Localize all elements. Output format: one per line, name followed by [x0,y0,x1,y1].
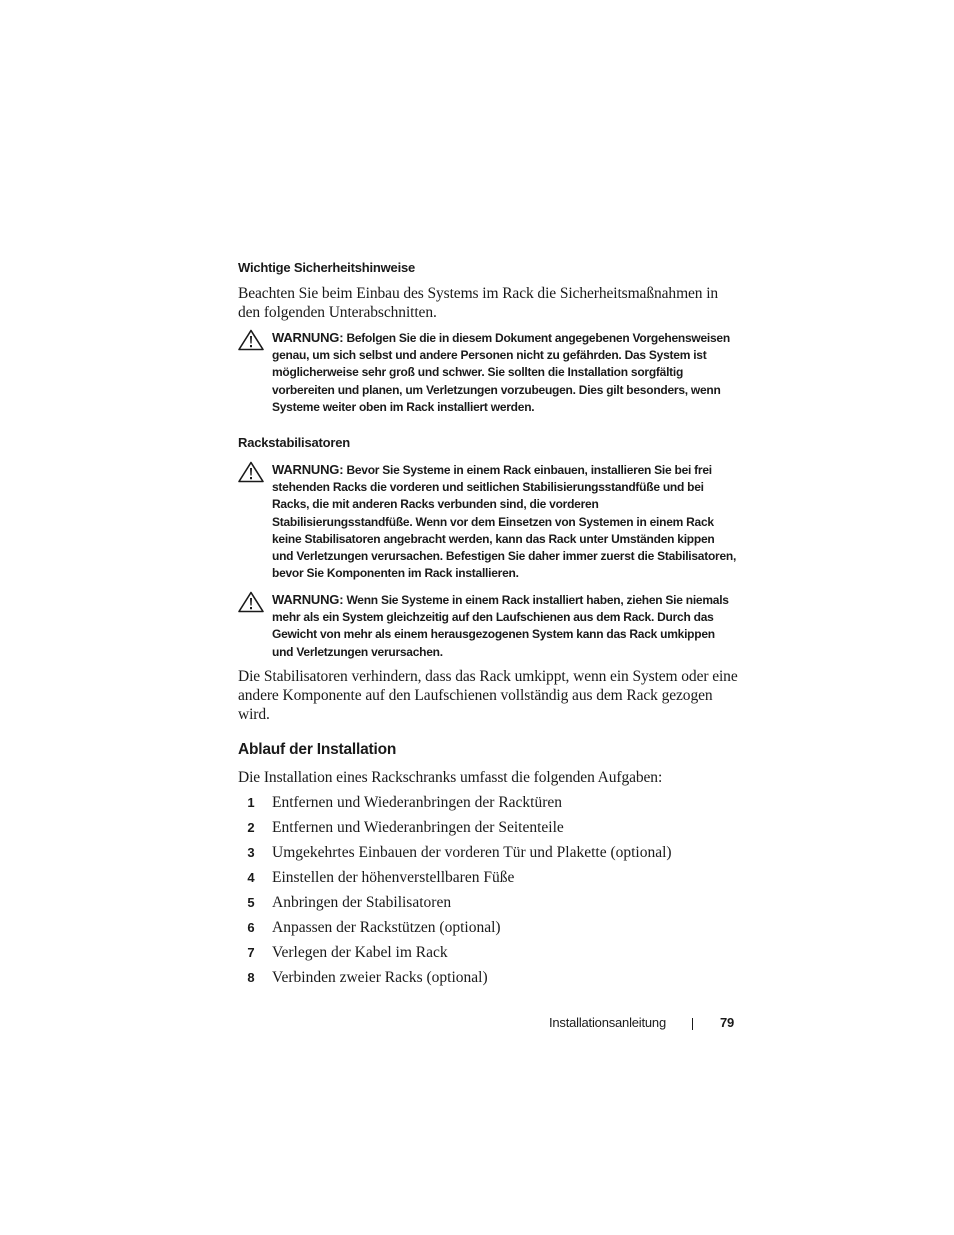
warning-block-2 [238,461,738,582]
section-heading-safety: Wichtige Sicherheitshinweise [238,260,416,275]
installation-steps-list [238,790,758,990]
list-item [238,965,758,990]
step-text: Verlegen der Kabel im Rack [272,944,448,961]
list-item [238,790,758,815]
list-item [238,840,758,865]
installation-intro-paragraph: Die Installation eines Rackschranks umfasst die folgenden Aufgaben: [238,769,663,786]
step-text: Entfernen und Wiederanbringen der Racktüren [272,794,563,811]
list-item [238,940,758,965]
warning-text-3: Wenn Sie Systeme in einem Rack installiert haben, ziehen Sie niemals mehr als ein System gleichzeitig auf den Laufschienen aus dem Rack. Durch das Gewicht von mehr als einem herausgezogenen System kann das Rack umkippen und Verletzungen verursachen. [272,593,729,659]
warning-block-1 [238,329,738,416]
safety-intro-paragraph: Beachten Sie beim Einbau des Systems im Rack die Sicherheitsmaßnahmen in den folgenden Unterabschnitten. [238,285,719,321]
step-number: 8 [247,970,255,985]
warning-triangle-icon [238,461,264,483]
warning-text-1: Befolgen Sie die in diesem Dokument angegebenen Vorgehensweisen genau, um sich selbst und andere Personen nicht zu gefährden. Das System ist möglicherweise sehr groß und schwer. Sie sollten die Installation sorgfältig vorbereiten und planen, um Verletzungen vorzubeugen. Dies gilt besonders, wenn Systeme weiter oben im Rack installiert werden. [272,331,730,414]
warning-text-2: Bevor Sie Systeme in einem Rack einbauen, installieren Sie bei frei stehenden Racks die vorderen und seitlichen Stabilisierungsstandfüße und bei Racks, die mit anderen Racks verbunden sind, die vorderen Stabilisierungsstandfüße. Wenn vor dem Einsetzen von Systemen in einem Rack keine Stabilisatoren angebracht werden, kann das Rack unter Umständen kippen und Verletzungen verursachen. Befestigen Sie daher immer zuerst die Stabilisatoren, bevor Sie Komponenten im Rack installieren. [272,463,737,581]
step-text: Anpassen der Rackstützen (optional) [272,919,501,936]
footer-divider [692,1018,693,1030]
step-text: Verbinden zweier Racks (optional) [272,969,488,986]
step-text: Entfernen und Wiederanbringen der Seitenteile [272,819,564,836]
step-text: Anbringen der Stabilisatoren [272,894,452,911]
step-number: 4 [247,870,255,885]
stabilizers-paragraph: Die Stabilisatoren verhindern, dass das Rack umkippt, wenn ein System oder eine andere Komponente auf den Laufschienen vollständig aus dem Rack gezogen wird. [238,668,738,723]
section-heading-stabilizers: Rackstabilisatoren [238,435,351,450]
warning-label: WARNUNG: [272,462,344,477]
list-item [238,865,758,890]
section-heading-installation: Ablauf der Installation [238,741,397,758]
warning-label: WARNUNG: [272,330,344,345]
warning-triangle-icon [238,329,264,351]
step-number: 3 [247,845,255,860]
step-number: 2 [247,820,255,835]
warning-block-3 [238,591,738,661]
list-item [238,815,758,840]
warning-label: WARNUNG: [272,592,344,607]
step-text: Einstellen der höhenverstellbaren Füße [272,869,515,886]
list-item [238,915,758,940]
step-number: 7 [247,945,255,960]
step-text: Umgekehrtes Einbauen der vorderen Tür und Plakette (optional) [272,844,672,861]
warning-triangle-icon [238,591,264,613]
page-number: 79 [719,1015,734,1030]
step-number: 5 [247,895,255,910]
step-number: 1 [247,795,255,810]
step-number: 6 [247,920,255,935]
list-item [238,890,758,915]
footer-title: Installationsanleitung [548,1015,666,1030]
